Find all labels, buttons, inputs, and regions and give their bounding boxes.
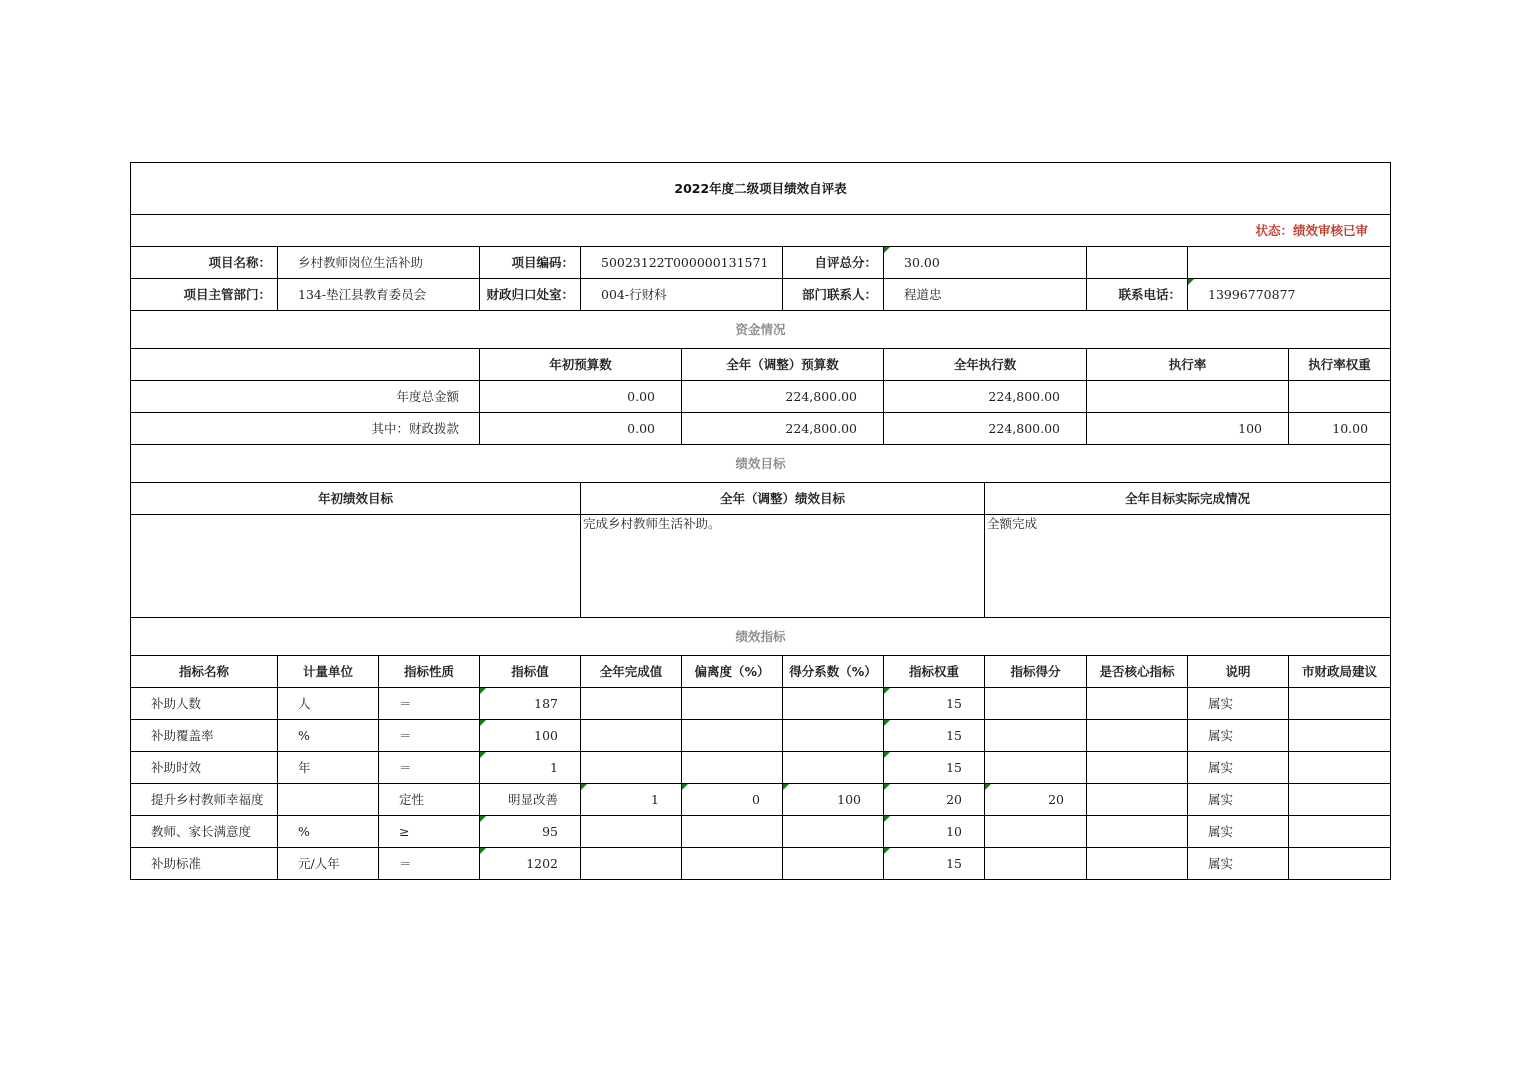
ind-header-score: 指标得分 [985,656,1087,688]
funds-header-adjusted: 全年（调整）预算数 [682,349,884,381]
ind-deviation-cell[interactable]: 0 [682,784,783,816]
ind-nature-cell[interactable]: ≥ [379,816,480,848]
ind-coef-cell[interactable] [783,688,884,720]
table-row [131,816,1391,848]
table-row [131,752,1391,784]
goal-adjusted-cell[interactable]: 完成乡村教师生活补助。 [581,515,985,618]
ind-weight-cell[interactable]: 15 [884,752,985,784]
ind-value-cell[interactable]: 1202 [480,848,581,880]
evaluation-sheet [130,162,1390,880]
finance-label: 财政归口处室： [480,279,581,311]
ind-header-unit: 计量单位 [278,656,379,688]
ind-header-note: 说明 [1188,656,1289,688]
funds-executed-cell[interactable]: 224,800.00 [884,413,1087,445]
dept-value[interactable]: 134-垫江县教育委员会 [278,279,480,311]
indicators-section-title: 绩效指标 [131,618,1391,656]
ind-core-cell[interactable] [1087,848,1188,880]
ind-done-cell[interactable]: 1 [581,784,682,816]
page-title: 2022年度二级项目绩效自评表 [131,163,1391,215]
ind-nature-cell[interactable]: 定性 [379,784,480,816]
ind-deviation-cell[interactable] [682,688,783,720]
ind-name-cell[interactable]: 补助覆盖率 [131,720,278,752]
ind-coef-cell[interactable] [783,816,884,848]
ind-header-nature: 指标性质 [379,656,480,688]
ind-done-cell[interactable] [581,816,682,848]
ind-header-name: 指标名称 [131,656,278,688]
ind-name-cell[interactable]: 教师、家长满意度 [131,816,278,848]
ind-header-coef: 得分系数（%） [783,656,884,688]
ind-coef-cell[interactable]: 100 [783,784,884,816]
ind-weight-cell[interactable]: 15 [884,688,985,720]
ind-header-value: 指标值 [480,656,581,688]
phone-value[interactable]: 13996770877 [1188,279,1391,311]
goals-header-adjusted: 全年（调整）绩效目标 [581,483,985,515]
ind-header-core: 是否核心指标 [1087,656,1188,688]
funds-row-label: 其中：财政拨款 [131,413,480,445]
phone-label: 联系电话： [1087,279,1188,311]
ind-deviation-cell[interactable] [682,848,783,880]
ind-note-cell[interactable]: 属实 [1188,720,1289,752]
ind-done-cell[interactable] [581,848,682,880]
funds-section-title: 资金情况 [131,311,1391,349]
ind-score-cell[interactable] [985,688,1087,720]
project-code-value[interactable]: 50023122T000000131571 [581,247,783,279]
finance-value[interactable]: 004-行财科 [581,279,783,311]
contact-label: 部门联系人： [783,279,884,311]
funds-rate-cell[interactable] [1087,381,1289,413]
ind-score-cell[interactable] [985,848,1087,880]
evaluation-table [130,162,1391,880]
ind-name-cell[interactable]: 补助标准 [131,848,278,880]
ind-advice-cell[interactable] [1289,816,1391,848]
funds-header-executed: 全年执行数 [884,349,1087,381]
goals-section-title: 绩效目标 [131,445,1391,483]
total-score-label: 自评总分： [783,247,884,279]
ind-note-cell[interactable]: 属实 [1188,848,1289,880]
table-row [131,848,1391,880]
funds-row-label: 年度总金额 [131,381,480,413]
funds-header-rate: 执行率 [1087,349,1289,381]
ind-nature-cell[interactable]: ＝ [379,752,480,784]
ind-header-done: 全年完成值 [581,656,682,688]
funds-adjusted-cell[interactable]: 224,800.00 [682,413,884,445]
ind-score-cell[interactable] [985,816,1087,848]
ind-value-cell[interactable]: 100 [480,720,581,752]
ind-core-cell[interactable] [1087,816,1188,848]
ind-note-cell[interactable]: 属实 [1188,688,1289,720]
ind-value-cell[interactable]: 明显改善 [480,784,581,816]
ind-unit-cell[interactable]: % [278,720,379,752]
table-row [131,381,1391,413]
ind-done-cell[interactable] [581,752,682,784]
project-name-value[interactable]: 乡村教师岗位生活补助 [278,247,480,279]
funds-weight-cell[interactable]: 10.00 [1289,413,1391,445]
ind-advice-cell[interactable] [1289,720,1391,752]
table-row [131,413,1391,445]
ind-unit-cell[interactable] [278,784,379,816]
funds-initial-cell[interactable]: 0.00 [480,381,682,413]
empty-cell[interactable] [1188,247,1391,279]
table-row [131,688,1391,720]
goals-header-initial: 年初绩效目标 [131,483,581,515]
ind-value-cell[interactable]: 187 [480,688,581,720]
ind-unit-cell[interactable]: 人 [278,688,379,720]
ind-header-deviation: 偏离度（%） [682,656,783,688]
ind-unit-cell[interactable]: 年 [278,752,379,784]
contact-value[interactable]: 程道忠 [884,279,1087,311]
funds-header-initial: 年初预算数 [480,349,682,381]
funds-executed-cell[interactable]: 224,800.00 [884,381,1087,413]
ind-coef-cell[interactable] [783,848,884,880]
ind-note-cell[interactable]: 属实 [1188,752,1289,784]
total-score-value[interactable]: 30.00 [884,247,1087,279]
table-row [131,784,1391,816]
goal-actual-cell[interactable]: 全额完成 [985,515,1391,618]
ind-score-cell[interactable] [985,752,1087,784]
ind-core-cell[interactable] [1087,784,1188,816]
dept-label: 项目主管部门： [131,279,278,311]
table-row [131,720,1391,752]
funds-weight-cell[interactable] [1289,381,1391,413]
ind-weight-cell[interactable]: 15 [884,720,985,752]
goal-initial-cell[interactable] [131,515,581,618]
ind-header-advice: 市财政局建议 [1289,656,1391,688]
funds-header-blank [131,349,480,381]
ind-advice-cell[interactable] [1289,848,1391,880]
ind-core-cell[interactable] [1087,720,1188,752]
ind-deviation-cell[interactable] [682,816,783,848]
ind-weight-cell[interactable]: 15 [884,848,985,880]
ind-coef-cell[interactable] [783,752,884,784]
funds-header-weight: 执行率权重 [1289,349,1391,381]
ind-unit-cell[interactable]: 元/人年 [278,848,379,880]
ind-score-cell[interactable] [985,720,1087,752]
ind-value-cell[interactable]: 1 [480,752,581,784]
ind-header-weight: 指标权重 [884,656,985,688]
funds-adjusted-cell[interactable]: 224,800.00 [682,381,884,413]
ind-nature-cell[interactable]: ＝ [379,848,480,880]
ind-deviation-cell[interactable] [682,752,783,784]
funds-rate-cell[interactable]: 100 [1087,413,1289,445]
status-badge: 状态：绩效审核已审 [131,215,1391,247]
empty-cell[interactable] [1087,247,1188,279]
ind-note-cell[interactable]: 属实 [1188,816,1289,848]
ind-name-cell[interactable]: 提升乡村教师幸福度 [131,784,278,816]
ind-coef-cell[interactable] [783,720,884,752]
ind-nature-cell[interactable]: ＝ [379,688,480,720]
ind-done-cell[interactable] [581,688,682,720]
funds-initial-cell[interactable]: 0.00 [480,413,682,445]
goals-header-actual: 全年目标实际完成情况 [985,483,1391,515]
ind-unit-cell[interactable]: % [278,816,379,848]
ind-advice-cell[interactable] [1289,752,1391,784]
ind-advice-cell[interactable] [1289,784,1391,816]
ind-deviation-cell[interactable] [682,720,783,752]
ind-value-cell[interactable]: 95 [480,816,581,848]
ind-note-cell[interactable]: 属实 [1188,784,1289,816]
ind-name-cell[interactable]: 补助时效 [131,752,278,784]
ind-core-cell[interactable] [1087,752,1188,784]
ind-weight-cell[interactable]: 10 [884,816,985,848]
project-code-label: 项目编码： [480,247,581,279]
ind-score-cell[interactable]: 20 [985,784,1087,816]
ind-advice-cell[interactable] [1289,688,1391,720]
project-name-label: 项目名称： [131,247,278,279]
ind-nature-cell[interactable]: ＝ [379,720,480,752]
ind-done-cell[interactable] [581,720,682,752]
ind-name-cell[interactable]: 补助人数 [131,688,278,720]
ind-core-cell[interactable] [1087,688,1188,720]
ind-weight-cell[interactable]: 20 [884,784,985,816]
